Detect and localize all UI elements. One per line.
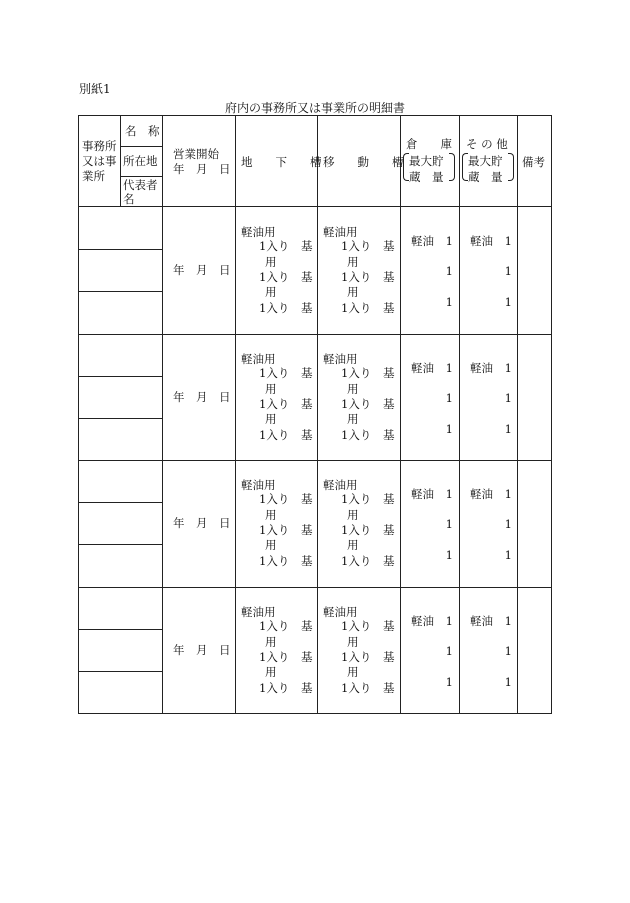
warehouse-qty: 1 <box>445 234 453 248</box>
mobile-use: 用 <box>347 635 359 649</box>
mobile-unit: 基 <box>383 523 395 537</box>
underground-unit: 基 <box>301 492 313 506</box>
underground-use: 用 <box>265 508 277 522</box>
underground-use-light-oil: 軽油用 <box>241 352 276 366</box>
warehouse-qty: 1 <box>445 264 453 278</box>
office-subrow-line <box>78 629 163 630</box>
underground-use: 用 <box>265 665 277 679</box>
warehouse-qty: 1 <box>445 644 453 658</box>
mobile-use: 用 <box>347 665 359 679</box>
underground-use: 用 <box>265 635 277 649</box>
col-line-other <box>459 115 460 714</box>
warehouse-fuel: 軽油 <box>411 614 434 628</box>
header-warehouse-3: 蔵 量 <box>409 170 444 184</box>
other-qty: 1 <box>504 675 512 689</box>
start-date: 年 月 日 <box>173 263 231 277</box>
mobile-capacity: 1入り <box>341 270 372 284</box>
warehouse-bracket-right <box>449 153 455 181</box>
annex-label: 別紙1 <box>79 82 111 96</box>
other-qty: 1 <box>504 487 512 501</box>
warehouse-qty: 1 <box>445 361 453 375</box>
mobile-unit: 基 <box>383 619 395 633</box>
mobile-capacity: 1入り <box>341 428 372 442</box>
underground-use: 用 <box>265 412 277 426</box>
mobile-capacity: 1入り <box>341 397 372 411</box>
other-qty: 1 <box>504 517 512 531</box>
header-mobile: 移 動 槽 <box>323 155 404 169</box>
warehouse-qty: 1 <box>445 548 453 562</box>
mobile-unit: 基 <box>383 650 395 664</box>
block-divider <box>78 460 552 461</box>
mobile-use: 用 <box>347 285 359 299</box>
underground-unit: 基 <box>301 554 313 568</box>
header-start-2: 年 月 日 <box>173 162 231 176</box>
other-fuel: 軽油 <box>470 614 493 628</box>
header-office-1: 事務所 <box>82 139 117 153</box>
office-subrow-line <box>78 249 163 250</box>
underground-use-light-oil: 軽油用 <box>241 605 276 619</box>
col-line-underground <box>235 115 236 714</box>
underground-capacity: 1入り <box>259 554 290 568</box>
underground-use: 用 <box>265 285 277 299</box>
header-name: 名 称 <box>125 124 160 138</box>
mobile-capacity: 1入り <box>341 554 372 568</box>
table-border-right <box>551 115 552 714</box>
other-bracket-right <box>508 153 514 181</box>
underground-use: 用 <box>265 255 277 269</box>
table-border-top <box>78 115 552 116</box>
other-qty: 1 <box>504 264 512 278</box>
mobile-capacity: 1入り <box>341 619 372 633</box>
mobile-use-light-oil: 軽油用 <box>323 478 358 492</box>
mobile-unit: 基 <box>383 681 395 695</box>
warehouse-fuel: 軽油 <box>411 487 434 501</box>
underground-use: 用 <box>265 538 277 552</box>
start-date: 年 月 日 <box>173 516 231 530</box>
other-fuel: 軽油 <box>470 487 493 501</box>
underground-unit: 基 <box>301 270 313 284</box>
warehouse-qty: 1 <box>445 614 453 628</box>
office-subrow-line <box>78 291 163 292</box>
header-other-3: 蔵 量 <box>468 170 503 184</box>
underground-capacity: 1入り <box>259 523 290 537</box>
mobile-use: 用 <box>347 255 359 269</box>
underground-unit: 基 <box>301 523 313 537</box>
header-start-1: 営業開始 <box>173 147 219 161</box>
header-row-line-1 <box>120 146 163 147</box>
underground-capacity: 1入り <box>259 428 290 442</box>
col-line-start <box>162 115 163 714</box>
start-date: 年 月 日 <box>173 643 231 657</box>
detail-table <box>78 115 552 714</box>
start-date: 年 月 日 <box>173 390 231 404</box>
header-row-line-2 <box>120 176 163 177</box>
warehouse-qty: 1 <box>445 295 453 309</box>
mobile-capacity: 1入り <box>341 366 372 380</box>
office-subrow-line <box>78 502 163 503</box>
mobile-capacity: 1入り <box>341 681 372 695</box>
other-qty: 1 <box>504 422 512 436</box>
header-rep-1: 代表者 <box>123 178 158 192</box>
block-divider <box>78 587 552 588</box>
underground-unit: 基 <box>301 428 313 442</box>
header-office-3: 業所 <box>82 169 105 183</box>
table-border-left <box>78 115 79 714</box>
office-subrow-line <box>78 376 163 377</box>
warehouse-fuel: 軽油 <box>411 234 434 248</box>
underground-use: 用 <box>265 382 277 396</box>
underground-capacity: 1入り <box>259 366 290 380</box>
mobile-use-light-oil: 軽油用 <box>323 605 358 619</box>
other-qty: 1 <box>504 644 512 658</box>
other-qty: 1 <box>504 361 512 375</box>
warehouse-qty: 1 <box>445 487 453 501</box>
other-qty: 1 <box>504 614 512 628</box>
underground-capacity: 1入り <box>259 301 290 315</box>
table-border-bottom <box>78 713 552 714</box>
office-subrow-line <box>78 544 163 545</box>
mobile-unit: 基 <box>383 270 395 284</box>
mobile-unit: 基 <box>383 554 395 568</box>
header-location: 所在地 <box>123 154 158 168</box>
warehouse-fuel: 軽油 <box>411 361 434 375</box>
mobile-unit: 基 <box>383 301 395 315</box>
header-divider <box>78 206 552 207</box>
underground-unit: 基 <box>301 366 313 380</box>
col-line-warehouse <box>400 115 401 714</box>
underground-unit: 基 <box>301 681 313 695</box>
other-qty: 1 <box>504 548 512 562</box>
underground-capacity: 1入り <box>259 619 290 633</box>
other-qty: 1 <box>504 295 512 309</box>
header-office-2: 又は事 <box>82 154 117 168</box>
office-subrow-line <box>78 671 163 672</box>
mobile-use-light-oil: 軽油用 <box>323 225 358 239</box>
underground-use-light-oil: 軽油用 <box>241 225 276 239</box>
office-subrow-line <box>78 418 163 419</box>
underground-capacity: 1入り <box>259 270 290 284</box>
header-other-2: 最大貯 <box>468 154 503 168</box>
mobile-use-light-oil: 軽油用 <box>323 352 358 366</box>
underground-capacity: 1入り <box>259 650 290 664</box>
mobile-unit: 基 <box>383 366 395 380</box>
mobile-capacity: 1入り <box>341 492 372 506</box>
underground-capacity: 1入り <box>259 492 290 506</box>
warehouse-qty: 1 <box>445 517 453 531</box>
header-underground: 地 下 槽 <box>241 155 322 169</box>
mobile-use: 用 <box>347 412 359 426</box>
mobile-capacity: 1入り <box>341 650 372 664</box>
warehouse-qty: 1 <box>445 675 453 689</box>
other-qty: 1 <box>504 391 512 405</box>
mobile-capacity: 1入り <box>341 523 372 537</box>
underground-capacity: 1入り <box>259 239 290 253</box>
underground-use-light-oil: 軽油用 <box>241 478 276 492</box>
underground-capacity: 1入り <box>259 397 290 411</box>
header-other-1: そ の 他 <box>466 137 508 151</box>
col-line-mobile <box>317 115 318 714</box>
underground-unit: 基 <box>301 650 313 664</box>
underground-capacity: 1入り <box>259 681 290 695</box>
block-divider <box>78 334 552 335</box>
form-title: 府内の事務所又は事業所の明細書 <box>224 101 405 115</box>
underground-unit: 基 <box>301 239 313 253</box>
mobile-unit: 基 <box>383 397 395 411</box>
other-fuel: 軽油 <box>470 361 493 375</box>
underground-unit: 基 <box>301 301 313 315</box>
mobile-unit: 基 <box>383 428 395 442</box>
warehouse-qty: 1 <box>445 391 453 405</box>
mobile-unit: 基 <box>383 492 395 506</box>
warehouse-qty: 1 <box>445 422 453 436</box>
warehouse-bracket-left <box>403 153 409 181</box>
col-line-remarks <box>517 115 518 714</box>
header-rep-2: 名 <box>123 192 135 206</box>
underground-unit: 基 <box>301 619 313 633</box>
header-warehouse-1: 倉 庫 <box>406 137 452 151</box>
mobile-capacity: 1入り <box>341 239 372 253</box>
underground-unit: 基 <box>301 397 313 411</box>
mobile-use: 用 <box>347 538 359 552</box>
mobile-use: 用 <box>347 508 359 522</box>
mobile-use: 用 <box>347 382 359 396</box>
header-warehouse-2: 最大貯 <box>409 154 444 168</box>
mobile-capacity: 1入り <box>341 301 372 315</box>
other-qty: 1 <box>504 234 512 248</box>
other-bracket-left <box>462 153 468 181</box>
col-line-office <box>120 115 121 207</box>
header-remarks: 備考 <box>522 155 545 169</box>
mobile-unit: 基 <box>383 239 395 253</box>
other-fuel: 軽油 <box>470 234 493 248</box>
